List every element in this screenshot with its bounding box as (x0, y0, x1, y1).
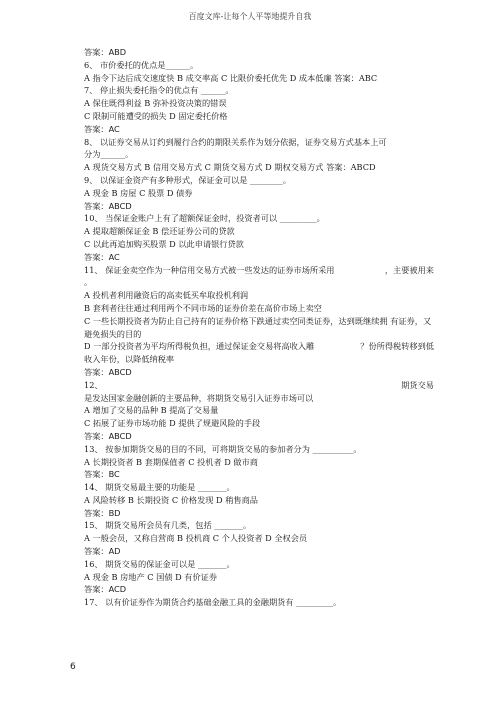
text-line: C 以此再追加购买股票 D 以此申请银行贷款 (84, 238, 244, 249)
text-segment: 11、 保证金卖空作为一种信用交易方式被一些发达的证券市场所采用 (84, 264, 335, 275)
text-line: 收入年份，以降低纳税率 (84, 354, 175, 365)
text-line: 15、 期货交易所会员有几类，包括 _______。 (84, 520, 252, 531)
text-line: A 增加了交易的品种 B 提高了交易量 (84, 405, 219, 416)
text-line: 17、 以有价证券作为期货合约基础金融工具的金融期货有 _________。 (84, 597, 342, 608)
text-line: 答案：AC (84, 123, 120, 134)
text-segment: D 一部分投资者为平均所得税负担，通过保证金交易将高收入雕 (84, 341, 315, 352)
text-segment: ？份所得税转移到低 (360, 341, 434, 352)
text-line: 答案：AC (84, 251, 120, 262)
text-line: A 长期投资者 B 套期保值者 C 投机者 D 做市商 (84, 456, 258, 467)
text-line: 13、 按参加期货交易的目的不同，可将期货交易的参加者分为 __________。 (84, 443, 362, 454)
page-number: 6 (70, 662, 76, 672)
text-line: 16、 期货交易的保证金可以是 _______。 (84, 558, 235, 569)
text-line: 6、 市价委托的优点是______。 (84, 59, 199, 70)
text-line: C 一些长期投资者为防止自己持有的证券价格下跌通过卖空同类证券，达到既继续拥 有证券，又避免损失的目的 (84, 315, 432, 339)
text-line: A 指令下达后成交速度快 B 成交率高 C 比限价委托优先 D 成本低廉 答案：ABC (84, 72, 378, 83)
text-line: A 现金 B 房屋 C 股票 D 债券 (84, 187, 193, 198)
text-line: 答案：ABD (84, 47, 127, 57)
text-line: 答案：BD (84, 507, 121, 518)
page-header: 百度文库-让每个人平等地提升自我 (188, 12, 312, 21)
text-line: 答案：ACD (84, 584, 127, 595)
text-line: 答案：AD (84, 546, 121, 557)
text-line: A 风险转移 B 长期投资 C 价格发现 D 稍售商品 (84, 494, 258, 505)
text-line: C 拓展了证券市场功能 D 提供了规避风险的手段 (84, 418, 261, 429)
text-line: 答案：ABCD (84, 200, 132, 211)
text-line: B 套利者往往通过利用两个不同市场的证券价差在高价市场上卖空 (84, 302, 322, 313)
text-line: 答案：BC (84, 469, 120, 480)
text-line: A 提取超额保证金 B 偿还证券公司的贷款 (84, 226, 235, 237)
text-line (84, 340, 434, 353)
text-line: 分为______。 (84, 149, 134, 160)
text-line: A 一般会员，又称自营商 B 投机商 C 个人投资者 D 全权会员 (84, 533, 308, 544)
text-line: 答案：ABCD (84, 430, 132, 441)
text-line: 是发达国家金融创新的主要品种，将期货交易引入证券市场可以 (84, 392, 314, 403)
text-line: 8、 以证券交易从订约到履行合约的期限关系作为划分依据，证券交易方式基本上可 (84, 136, 387, 147)
text-line: A 现货交易方式 B 信用交易方式 C 期货交易方式 D 期权交易方式 答案：ABCD (84, 162, 376, 173)
text-segment: ，主要被用来 (384, 264, 434, 275)
text-line: A 保住既得利益 B 弥补投资决策的错误 (84, 98, 227, 109)
text-line: A 现金 B 房地产 C 国债 D 有价证券 (84, 571, 218, 582)
text-line: 。 (84, 277, 93, 288)
text-line: 10、 当保证金账户上有了超额保证金时，投资者可以 _________。 (84, 213, 325, 224)
document-body (84, 46, 434, 609)
text-line: 14、 期货交易最主要的功能是 _______。 (84, 482, 235, 493)
text-segment: 12、 (84, 379, 103, 390)
text-segment: 期货交易 (401, 379, 434, 390)
text-line: 答案：ABCD (84, 366, 132, 377)
text-line: 7、 停止损失委托指令的优点有 ______。 (84, 85, 234, 96)
text-line: 9、 以保证金资产有多种形式，保证金可以是 ________。 (84, 174, 291, 185)
text-line: A 投机者利用融资后的高卖低买牟取投机利润 (84, 290, 249, 301)
text-line (84, 264, 434, 277)
text-line: C 限制可能遭受的损失 D 固定委托价格 (84, 110, 228, 121)
text-line (84, 379, 434, 392)
